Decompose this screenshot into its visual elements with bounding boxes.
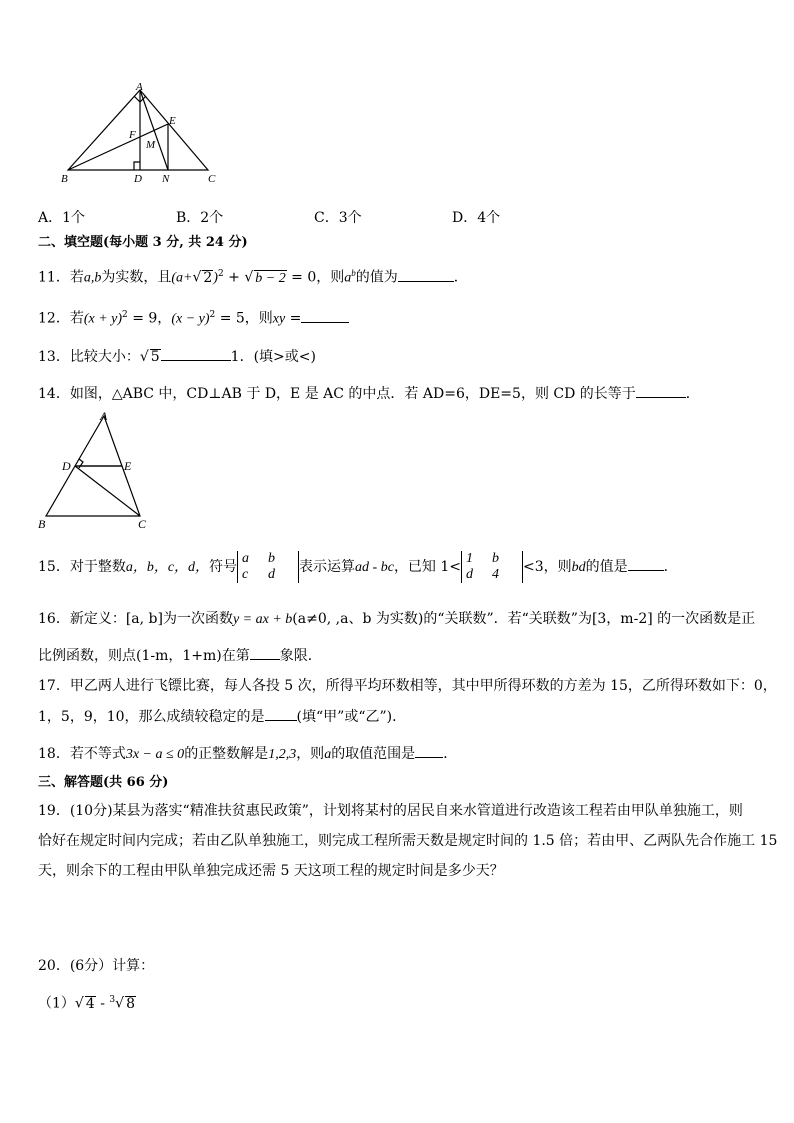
question-11: 11．若a,b为实数，且(a+√ 2)$^2$ + √ b − 2 = 0，则$a^b$的值为 ． [38,268,468,286]
question-16-line-1: 16．新定义：[a, b]为一次函数y = ax + b(a≠0, ,a、b 为实数)的“关联数”．若“关联数”为[3，m-2] 的一次函数是正 [38,611,756,627]
question-17-line-1: 17．甲乙两人进行飞镖比赛，每人各投 5 次，所得平均环数相等，其中甲所得环数的方差为 15，乙所得环数如下：0， [38,678,777,694]
blank-18 [415,743,443,758]
option-c: C．3个 [314,210,362,226]
blank-12 [301,308,349,323]
label-e-2: E [124,459,132,473]
label-n: N [162,173,170,185]
question-12: 12．若$(x + y)^2 = 9$，$(x - y)^2 = 5$，则xy = [38,305,349,330]
question-19-line-3: 天，则余下的工程由甲队单独完成还需 5 天这项工程的规定时间是多少天？ [38,863,504,879]
question-19-line-1: 19．(10分)某县为落实“精准扶贫惠民政策”，计划将某村的居民自来水管道进行改造该工程若由甲队单独施工，则 [38,803,743,819]
question-14: 14．如图，△ABC 中，CD⊥AB 于 D，E 是 AC 的中点．若 AD=6，DE=5，则 CD 的长等于 ． [38,383,700,404]
label-a: A [136,82,143,93]
label-b: B [61,173,68,185]
option-d: D．4个 [452,210,501,226]
question-17-line-2: 1，5，9，10，那么成绩较稳定的是 (填“甲”或“乙”)． [38,706,406,727]
question-20-title: 20．(6分）计算： [38,958,155,974]
label-c-2: C [138,517,147,531]
blank-13 [161,346,231,361]
label-c: C [208,173,216,185]
determinant-1bd4: 1 b d 4 [461,551,523,583]
question-13: 13．比较大小：√ 5 1．(填>或<) [38,346,316,367]
label-f: F [129,129,136,141]
question-16-line-2: 比例函数，则点(1-m，1+m)在第 象限． [38,645,322,666]
section-3-title: 三、解答题(共 66 分) [38,775,169,790]
question-19-line-2: 恰好在规定时间内完成；若由乙队单独施工，则完成工程所需天数是规定时间的 1.5 倍；若由甲、乙两队先合作施工 15 [38,833,778,849]
option-a: A．1个 [38,210,86,226]
label-e: E [169,115,176,127]
question-20-part-1: （1）√ 4 - $^3$√ 8 [38,995,135,1012]
label-a-2: A [100,409,108,423]
figure-triangle-abc-1 [58,82,228,190]
blank-16 [250,645,280,660]
blank-17 [265,706,297,721]
blank-15 [628,556,664,571]
label-d: D [134,173,142,185]
label-b-2: B [38,517,46,531]
label-d-2: D [62,459,71,473]
figure-triangle-abc-2 [34,408,160,532]
question-15: 15．对于整数a，b，c，d，符号a b c d 表示运算ad - bc，已知 1<1 b d 4 <3，则bd的值是 ． [38,551,678,582]
section-2-title: 二、填空题(每小题 3 分, 共 24 分) [38,235,248,250]
blank-11 [398,267,454,282]
label-m: M [146,139,156,151]
option-b: B．2个 [176,210,224,226]
blank-14 [636,383,686,398]
determinant-abcd: a b c d [237,551,299,583]
question-18: 18．若不等式3x − a ≤ 0的正整数解是1,2,3，则a的取值范围是 ． [38,743,457,765]
